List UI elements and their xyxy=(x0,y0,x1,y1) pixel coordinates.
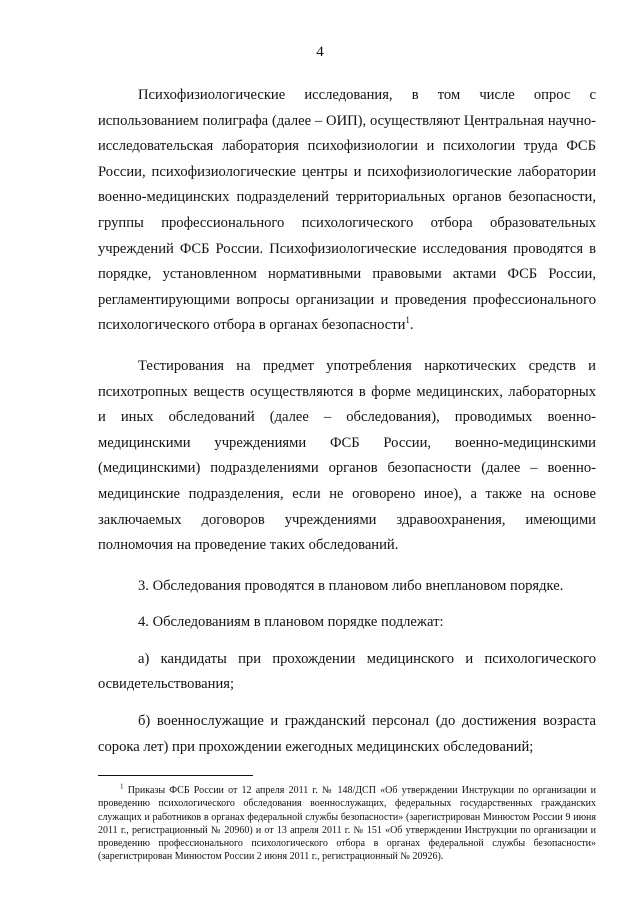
body-text xyxy=(98,83,596,760)
footnote-separator xyxy=(98,775,253,776)
footnote-reference: 1 xyxy=(405,315,410,326)
paragraph-research-end: . xyxy=(409,317,414,334)
paragraph-research-text: Психофизиологические исследования, в том числе опрос с использованием полиграфа (далее – ОИП), осуществляют Центральная научно-исследовательская лаборатория психофизиологии и психологии труда ФСБ России, психофизиологические центры и психофизиологические лаборатории военно-медицинских подразделений территориальных органов безопасности, группы профессионального психологического отбора образовательных учреждений ФСБ России. Психофизиологические исследования проводятся в порядке, установленном нормативными правовыми актами ФСБ России, регламентирующими вопросы организации и проведения профессионального психологического отбора в органах безопасности xyxy=(98,87,596,334)
footnote-text: Приказы ФСБ России от 12 апреля 2011 г. № 148/ДСП «Об утверждении Инструкции по организации и проведению психологического обследования военнослужащих, федеральных государственных гражданских служащих и работников в органах федеральной службы безопасности» (зарегистрирован Минюстом России 9 июня 2011 г., регистрационный № 20960) и от 13 апреля 2011 г. № 151 «Об утверждении Инструкции по организации и проведению профессионального психологического отбора в органах федеральной службы безопасности» (зарегистрирован Минюстом России 2 июня 2011 г., регистрационный № 20926). xyxy=(98,785,596,863)
paragraph-item-4: 4. Обследованиям в плановом порядке подлежат: xyxy=(138,614,444,631)
page-number: 4 xyxy=(316,44,324,60)
paragraph-testing: Тестирования на предмет употребления наркотических средств и психотропных веществ осуществляются в форме медицинских, лабораторных и иных обследований (далее – обследования), проводимых военно-медицинскими учреждениями ФСБ России, военно-медицинскими (медицинскими) подразделениями органов безопасности (далее – военно-медицинские подразделения, если не оговорено иное), а также на основе заключаемых договоров учреждениями здравоохранения, имеющими полномочия на проведение таких обследований. xyxy=(98,357,596,554)
paragraph-research xyxy=(98,83,596,339)
paragraph-item-3: 3. Обследования проводятся в плановом либо внеплановом порядке. xyxy=(138,577,564,594)
paragraph-item-a: а) кандидаты при прохождении медицинского и психологического освидетельствования; xyxy=(98,650,596,693)
footnote xyxy=(98,784,596,863)
footnote-marker: 1 xyxy=(120,782,124,791)
paragraph-item-b: б) военнослужащие и гражданский персонал (до достижения возраста сорока лет) при прохождении ежегодных медицинских обследований; xyxy=(98,713,596,755)
